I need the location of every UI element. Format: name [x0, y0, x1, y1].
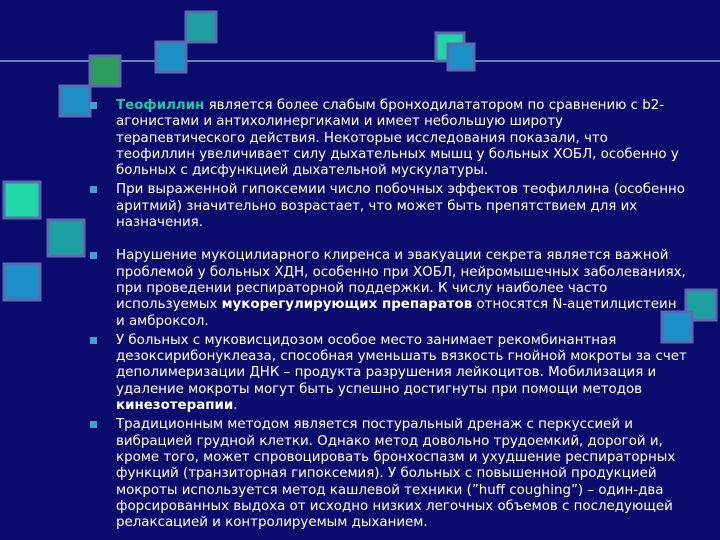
decor-square	[448, 44, 474, 70]
bullet-marker-icon	[90, 186, 97, 193]
decor-square	[156, 42, 186, 72]
bullet-text: относятся N-ацетилцистеин и амброксол.	[116, 297, 677, 329]
bold-term: кинезотерапии	[116, 398, 234, 414]
decor-square	[186, 12, 216, 42]
bullet-text: является более слабым бронходилататором по сравнению с b2-агонистами и антихолинергиками и имеет небольшую широту терапевтического действия. Некоторые исследования показали, что теофиллин увеличивает силу дыхательных мышц у больных ХОБЛ, особенно у больных с дисфункцией дыхательной мускулатуры.	[116, 98, 679, 179]
slide-content	[88, 98, 688, 531]
decor-square	[90, 56, 120, 86]
bullet-cystic-fibrosis	[88, 333, 688, 414]
bullet-text: При выраженной гипоксемии число побочных эффектов теофиллина (особенно аритмий) значительно возрастает, что может быть препятствием для их назначения.	[116, 182, 685, 231]
decor-square	[4, 264, 40, 300]
decor-square	[60, 86, 90, 116]
bullet-text: У больных с муковисцидозом особое место занимает рекомбинантная дезоксирибонуклеаза, способная уменьшать вязкость гнойной мокроты за счет деполимеризации ДНК – продукта разрушения лейкоцитов. Мобилизация и удаление мокроты могут быть успешно достигнуты при помощи методов	[116, 332, 687, 397]
bullet-marker-icon	[90, 102, 97, 109]
decor-square	[4, 182, 40, 218]
decor-square	[48, 220, 84, 256]
highlight-term: Теофиллин	[116, 98, 205, 113]
bullet-text: Нарушение мукоцилиарного клиренса и эвакуации секрета является важной проблемой у больных ХДН, особенно при ХОБЛ, нейромышечных заболеваниях, при проведении респираторной поддержки. К числу наиболее часто используемых	[116, 248, 686, 313]
bullet-marker-icon	[90, 337, 97, 344]
bullet-theophylline	[88, 98, 688, 179]
bullet-postural-drainage	[88, 417, 688, 531]
bullet-hypoxemia	[88, 182, 688, 231]
bullet-text: Традиционным методом является постуральный дренаж с перкуссией и вибрацией грудной клетки. Однако метод довольно трудоемкий, дорогой и, кроме того, может спровоцировать бронхоспазм и ухудшение респираторных функций (транзиторная гипоксемия). У больных с повышенной продукцией мокроты используется метод кашлевой техники (”huff coughing”) – один-два форсированных выдоха от исходно низких легочных объемов с последующей релаксацией и контролируемым дыханием.	[116, 417, 676, 531]
bullet-text: .	[233, 398, 238, 414]
bullet-marker-icon	[90, 421, 97, 428]
bullet-mucociliary	[88, 248, 688, 329]
bullet-marker-icon	[90, 252, 97, 259]
bold-term: мукорегулирующих препаратов	[221, 297, 473, 313]
